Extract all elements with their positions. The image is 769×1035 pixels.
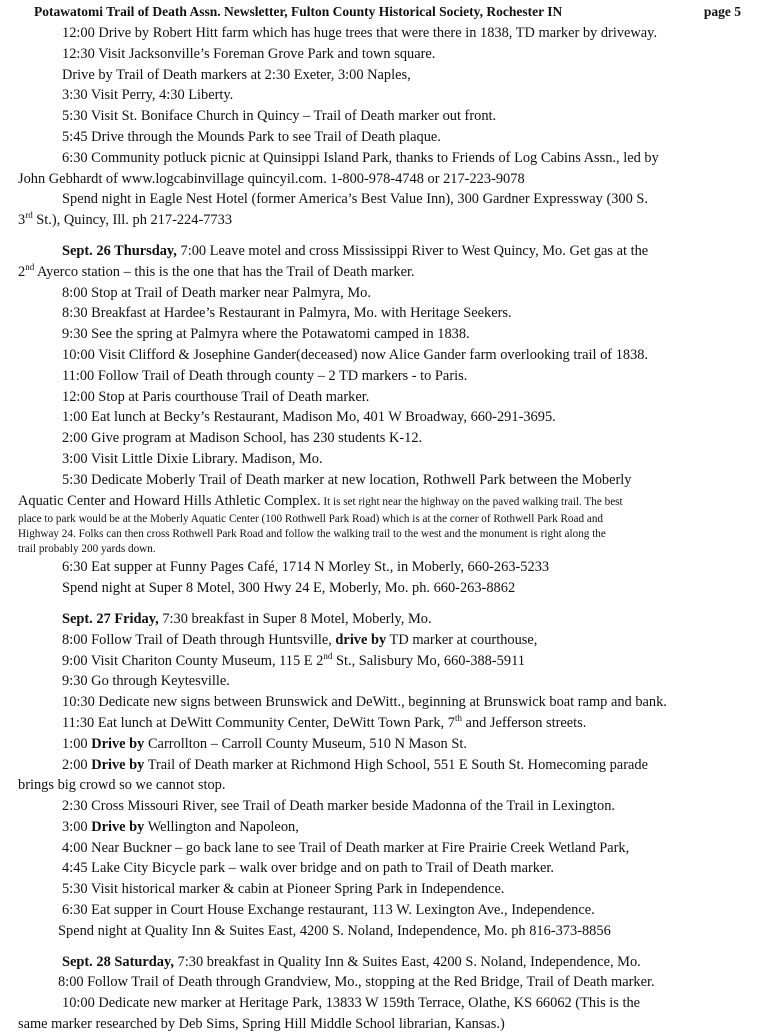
ordinal-suffix: nd bbox=[25, 261, 35, 272]
day-heading-continued bbox=[14, 262, 749, 283]
line-text: Carrollton – Carroll County Museum, 510 N Mason St. bbox=[144, 735, 467, 752]
moberly-note-line: trail probably 200 yards down. bbox=[18, 543, 156, 556]
sept26-section bbox=[14, 241, 749, 599]
schedule-line: 4:45 Lake City Bicycle park – walk over bridge and on path to Trail of Death marker. bbox=[62, 860, 554, 877]
hotel-line: Spend night at Super 8 Motel, 300 Hwy 24 E, Moberly, Mo. ph. 660-263-8862 bbox=[62, 580, 516, 597]
day-heading-date: Sept. 26 Thursday, bbox=[62, 242, 177, 259]
line-text: 3:00 bbox=[62, 818, 92, 835]
schedule-line bbox=[14, 630, 749, 651]
hotel-address-rest: St.), Quincy, Ill. ph 217-224-7733 bbox=[32, 212, 233, 229]
schedule-line-continued: John Gebhardt of www.logcabinvillage quincyil.com. 1-800-978-4748 or 217-223-9078 bbox=[18, 170, 525, 187]
drive-by-emphasis: Drive by bbox=[91, 756, 145, 773]
schedule-line: 8:00 Stop at Trail of Death marker near Palmyra, Mo. bbox=[62, 284, 371, 301]
schedule-line: Drive by Trail of Death markers at 2:30 Exeter, 3:00 Naples, bbox=[62, 66, 411, 83]
hotel-line: Spend night at Quality Inn & Suites East, 4200 S. Noland, Independence, Mo. ph 816-373-8856 bbox=[58, 922, 611, 939]
schedule-line bbox=[14, 651, 749, 672]
schedule-line: 2:30 Cross Missouri River, see Trail of Death marker beside Madonna of the Trail in Lexington. bbox=[62, 798, 615, 815]
sept27-section bbox=[14, 609, 749, 942]
schedule-line: 12:00 Stop at Paris courthouse Trail of Death marker. bbox=[62, 388, 370, 405]
schedule-line: 9:30 See the spring at Palmyra where the Potawatomi camped in 1838. bbox=[62, 326, 470, 343]
line-text: Trail of Death marker at Richmond High School, 551 E South St. Homecoming parade bbox=[144, 756, 648, 773]
schedule-line: 12:00 Drive by Robert Hitt farm which has huge trees that were there in 1838, TD marker by driveway. bbox=[62, 25, 658, 41]
ordinal-suffix: nd bbox=[323, 650, 333, 661]
schedule-line bbox=[14, 755, 749, 776]
ayerco-text: Ayerco station – this is the one that has the Trail of Death marker. bbox=[34, 263, 415, 280]
day-heading-line bbox=[14, 952, 749, 973]
ordinal-suffix: rd bbox=[25, 210, 33, 221]
hotel-line: Spend night in Eagle Nest Hotel (former America’s Best Value Inn), 300 Gardner Expressway (300 S. bbox=[62, 191, 649, 208]
sept28-section bbox=[14, 952, 749, 1035]
drive-by-emphasis: Drive by bbox=[91, 818, 145, 835]
moberly-note-line: place to park would be at the Moberly Aquatic Center (100 Rothwell Park Road) which is at the corner of Rothwell Park Road and bbox=[18, 513, 604, 526]
schedule-line: 2:00 Give program at Madison School, has 230 students K-12. bbox=[62, 430, 423, 447]
moberly-line: 5:30 Dedicate Moberly Trail of Death marker at new location, Rothwell Park between the Moberly bbox=[62, 471, 632, 488]
page-header bbox=[14, 4, 749, 23]
day-heading-rest: 7:30 breakfast in Quality Inn & Suites East, 4200 S. Noland, Independence, Mo. bbox=[173, 953, 641, 970]
line-text: 9:00 Visit Chariton County Museum, 115 E 2 bbox=[62, 652, 324, 669]
schedule-line: 6:30 Community potluck picnic at Quinsippi Island Park, thanks to Friends of Log Cabins Assn., led by bbox=[62, 149, 659, 166]
ordinal-suffix: th bbox=[454, 713, 462, 724]
line-text: and Jefferson streets. bbox=[461, 714, 587, 731]
day-heading-line bbox=[14, 609, 749, 630]
line-text: St., Salisbury Mo, 660-388-5911 bbox=[332, 652, 525, 669]
line-text: Wellington and Napoleon, bbox=[144, 818, 299, 835]
schedule-line: 6:30 Eat supper at Funny Pages Café, 1714 N Morley St., in Moberly, 660-263-5233 bbox=[62, 559, 550, 576]
day-heading-date: Sept. 28 Saturday, bbox=[62, 953, 174, 970]
moberly-note-line: Highway 24. Folks can then cross Rothwell Park Road and follow the walking trail to the west and the monument is right along the bbox=[18, 528, 606, 541]
schedule-line: 5:30 Visit historical marker & cabin at Pioneer Spring Park in Independence. bbox=[62, 881, 505, 898]
schedule-line: 10:00 Dedicate new marker at Heritage Park, 13833 W 159th Terrace, Olathe, KS 66062 (This is the bbox=[62, 995, 641, 1012]
line-text: 8:00 Follow Trail of Death through Huntsville, bbox=[62, 631, 336, 648]
schedule-line: 9:30 Go through Keytesville. bbox=[62, 673, 230, 690]
drive-by-emphasis: drive by bbox=[335, 631, 387, 648]
schedule-line: 8:30 Breakfast at Hardee’s Restaurant in Palmyra, Mo. with Heritage Seekers. bbox=[62, 305, 512, 322]
schedule-line bbox=[14, 734, 749, 755]
day1-section bbox=[14, 23, 749, 231]
moberly-location: Aquatic Center and Howard Hills Athletic Complex. bbox=[18, 492, 321, 509]
ordinal-number: 3 bbox=[18, 212, 26, 229]
ordinal-number: 2 bbox=[18, 263, 26, 280]
line-text: 1:00 bbox=[62, 735, 92, 752]
line-text: TD marker at courthouse, bbox=[386, 631, 538, 648]
day-heading-rest: 7:30 breakfast in Super 8 Motel, Moberly, Mo. bbox=[158, 610, 432, 627]
newsletter-title: Potawatomi Trail of Death Assn. Newsletter, Fulton County Historical Society, Rochester IN bbox=[34, 4, 563, 19]
page-number: page 5 bbox=[703, 4, 741, 19]
schedule-line: 10:00 Visit Clifford & Josephine Gander(deceased) now Alice Gander farm overlooking trail of 1838. bbox=[62, 346, 649, 363]
schedule-line: 6:30 Eat supper in Court House Exchange restaurant, 113 W. Lexington Ave., Independence. bbox=[62, 902, 595, 919]
schedule-line: 1:00 Eat lunch at Becky’s Restaurant, Madison Mo, 401 W Broadway, 660-291-3695. bbox=[62, 409, 556, 426]
moberly-note: It is set right near the highway on the paved walking trail. The best bbox=[320, 495, 623, 508]
day-heading-date: Sept. 27 Friday, bbox=[62, 610, 159, 627]
schedule-line-continued: same marker researched by Deb Sims, Spring Hill Middle School librarian, Kansas.) bbox=[18, 1016, 505, 1033]
moberly-line-continued bbox=[14, 491, 749, 513]
schedule-line: 10:30 Dedicate new signs between Brunswick and DeWitt., beginning at Brunswick boat ramp and bank. bbox=[62, 694, 667, 711]
schedule-line: 4:00 Near Buckner – go back lane to see Trail of Death marker at Fire Prairie Creek Wetland Park, bbox=[62, 839, 630, 856]
hotel-line-continued bbox=[14, 210, 749, 231]
day-heading-rest: 7:00 Leave motel and cross Mississippi River to West Quincy, Mo. Get gas at the bbox=[176, 242, 649, 259]
schedule-line: 3:30 Visit Perry, 4:30 Liberty. bbox=[62, 87, 234, 104]
schedule-line bbox=[14, 713, 749, 734]
schedule-line: 5:45 Drive through the Mounds Park to see Trail of Death plaque. bbox=[62, 128, 441, 145]
schedule-line: 11:00 Follow Trail of Death through county – 2 TD markers - to Paris. bbox=[62, 367, 468, 384]
schedule-line: 8:00 Follow Trail of Death through Grandview, Mo., stopping at the Red Bridge, Trail of Death marker. bbox=[58, 974, 655, 991]
day-heading-line bbox=[14, 241, 749, 262]
drive-by-emphasis: Drive by bbox=[91, 735, 145, 752]
schedule-line: 5:30 Visit St. Boniface Church in Quincy – Trail of Death marker out front. bbox=[62, 108, 497, 125]
line-text: 11:30 Eat lunch at DeWitt Community Center, DeWitt Town Park, 7 bbox=[62, 714, 455, 731]
schedule-line-continued: brings big crowd so we cannot stop. bbox=[18, 777, 226, 794]
schedule-line: 12:30 Visit Jacksonville’s Foreman Grove Park and town square. bbox=[62, 45, 436, 62]
line-text: 2:00 bbox=[62, 756, 92, 773]
schedule-line bbox=[14, 817, 749, 838]
schedule-line: 3:00 Visit Little Dixie Library. Madison, Mo. bbox=[62, 450, 323, 467]
